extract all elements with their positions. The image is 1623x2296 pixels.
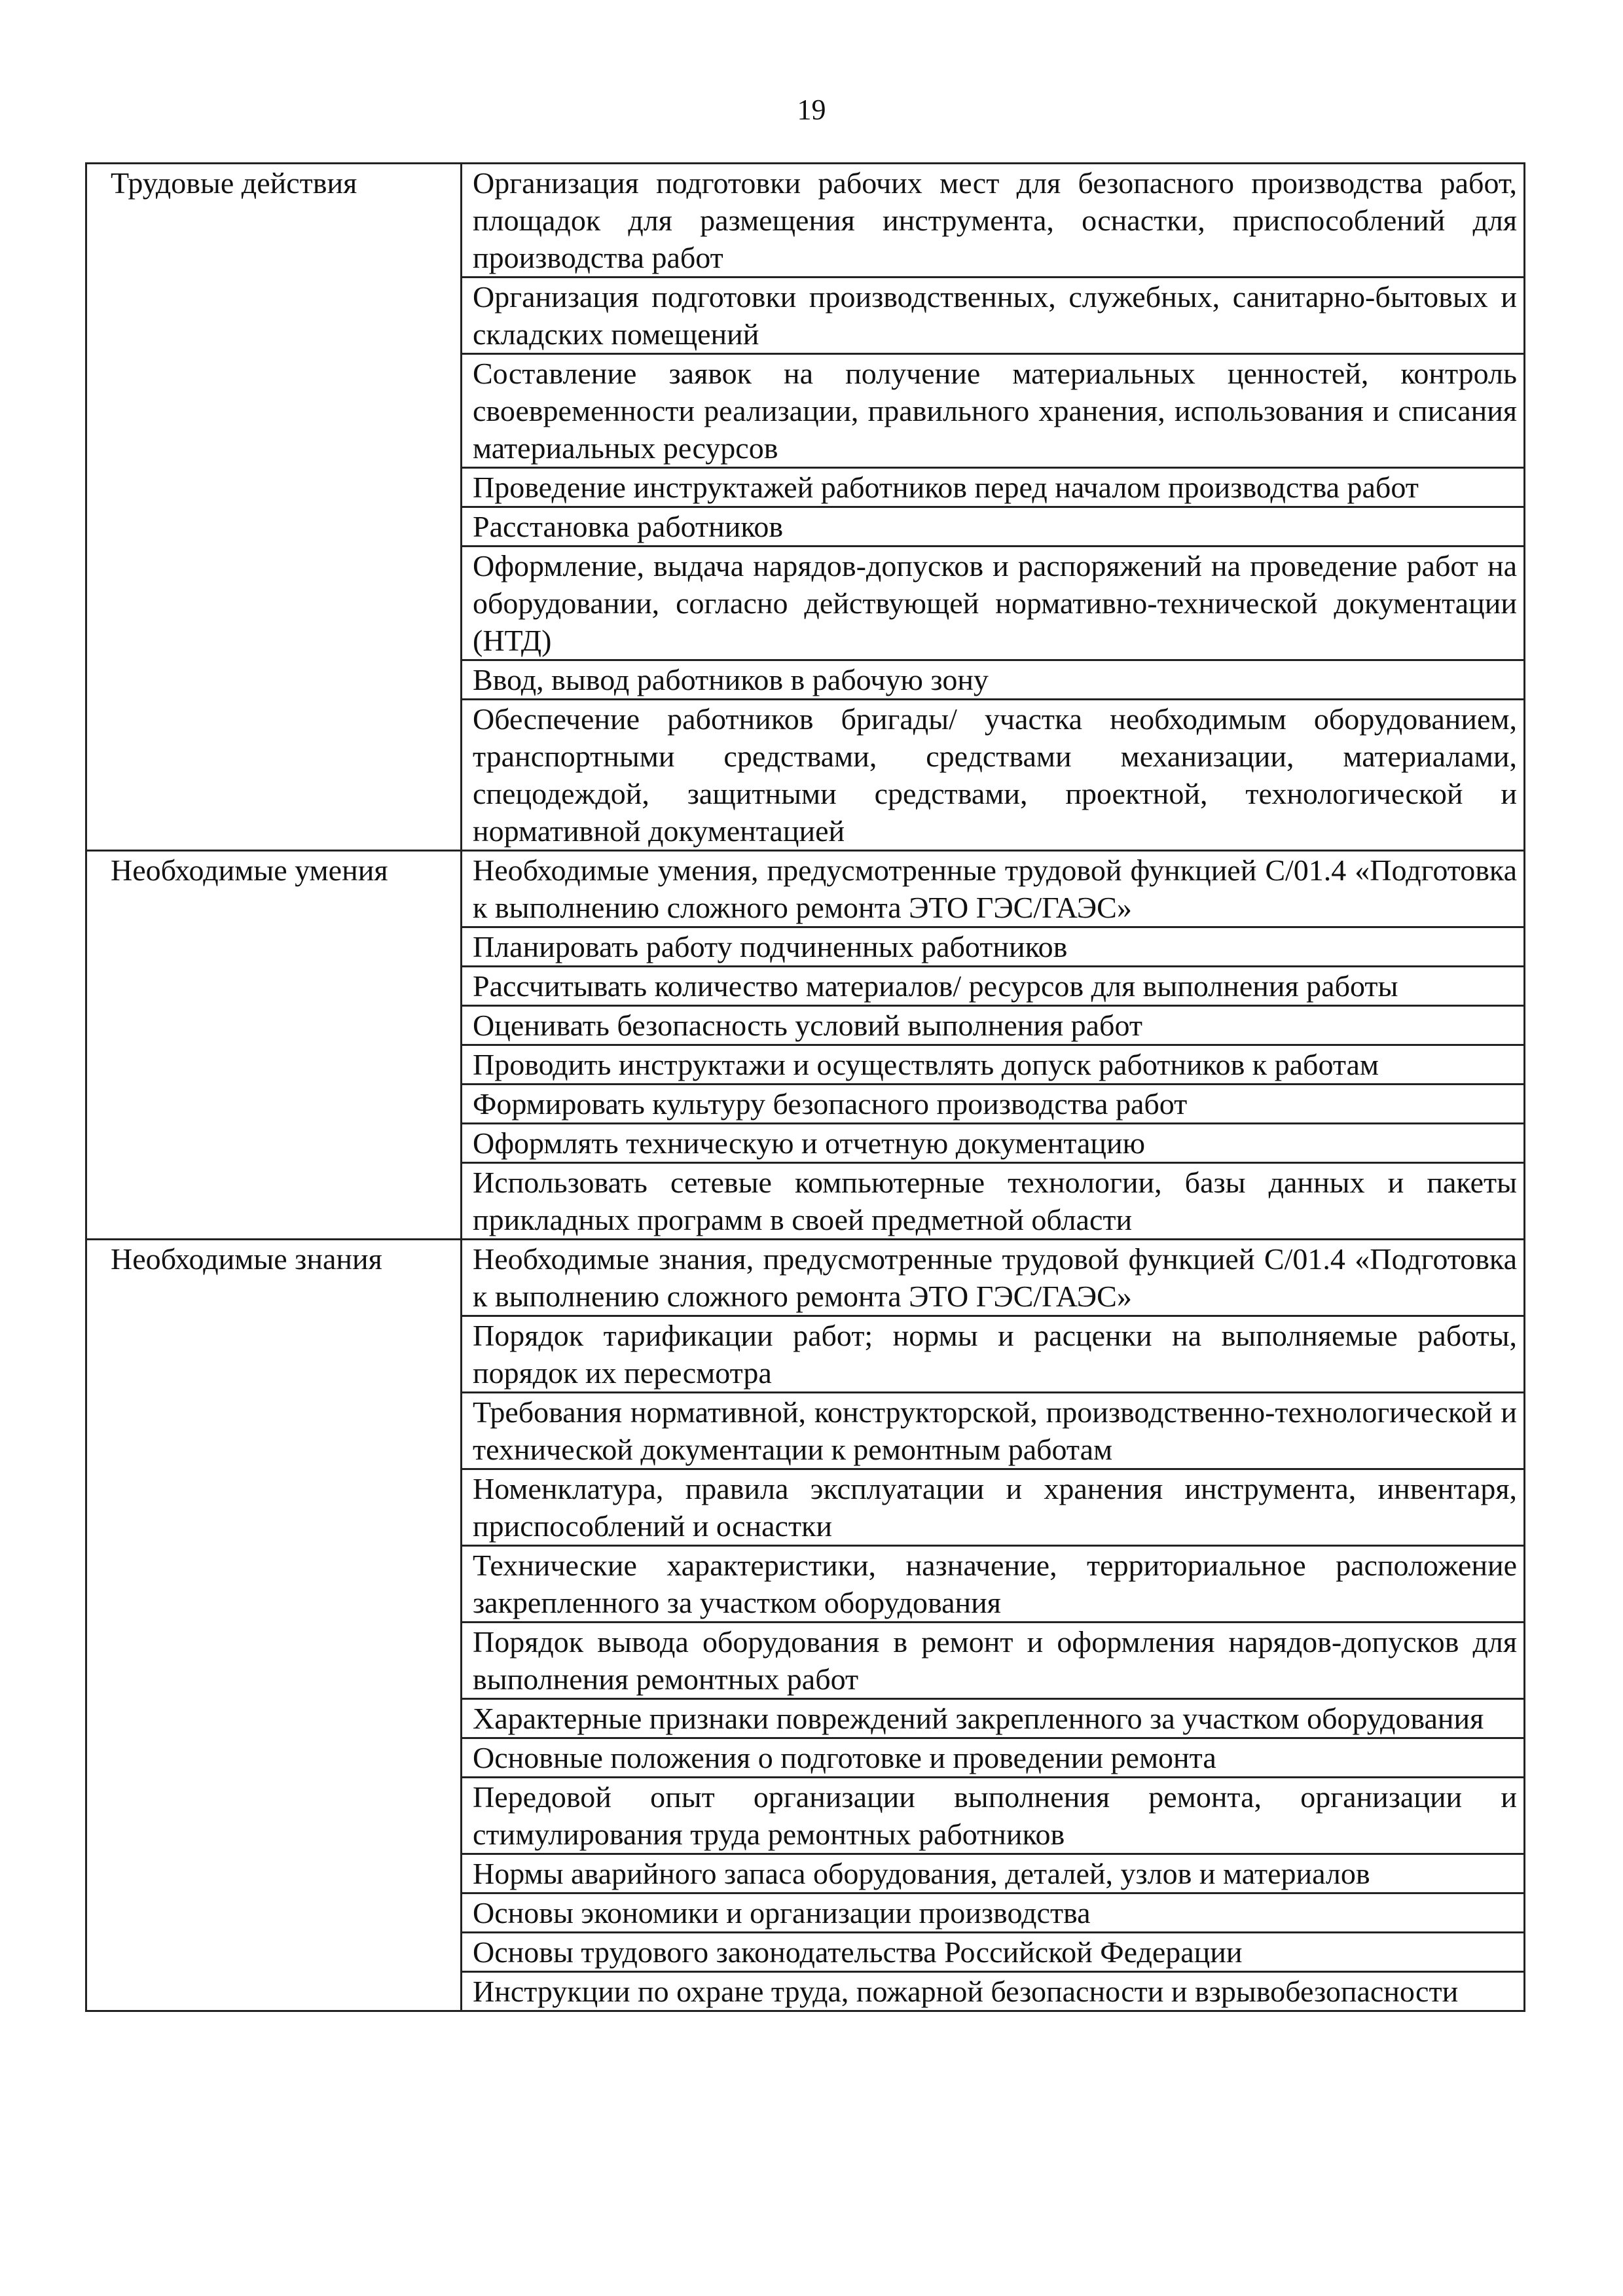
table-cell: Инструкции по охране труда, пожарной безопасности и взрывобезопасности: [462, 1972, 1525, 2011]
table-cell: Оформление, выдача нарядов-допусков и распоряжений на проведение работ на оборудовании, согласно действующей нормативно-технической документации (НТД): [462, 547, 1525, 660]
table-cell: Номенклатура, правила эксплуатации и хранения инструмента, инвентаря, приспособлений и оснастки: [462, 1469, 1525, 1546]
table-cell: Проведение инструктажей работников перед началом производства работ: [462, 468, 1525, 507]
table-cell: Рассчитывать количество материалов/ ресурсов для выполнения работы: [462, 967, 1525, 1006]
table-cell: Организация подготовки производственных, служебных, санитарно-бытовых и складских помещений: [462, 278, 1525, 354]
table-cell: Характерные признаки повреждений закрепленного за участком оборудования: [462, 1699, 1525, 1738]
table-cell: Составление заявок на получение материальных ценностей, контроль своевременности реализации, правильного хранения, использования и списания материальных ресурсов: [462, 354, 1525, 468]
table-cell: Необходимые знания, предусмотренные трудовой функцией С/01.4 «Подготовка к выполнению сложного ремонта ЭТО ГЭС/ГАЭС»: [462, 1240, 1525, 1316]
table-cell: Оценивать безопасность условий выполнения работ: [462, 1006, 1525, 1045]
table-cell: Ввод, вывод работников в рабочую зону: [462, 660, 1525, 700]
table-cell: Нормы аварийного запаса оборудования, деталей, узлов и материалов: [462, 1854, 1525, 1893]
table-cell: Обеспечение работников бригады/ участка необходимым оборудованием, транспортными средствами, средствами механизации, материалами, спецодеждой, защитными средствами, проектной, технологической и нормативной документацией: [462, 700, 1525, 851]
table-cell: Основы экономики и организации производства: [462, 1893, 1525, 1933]
table-cell: Необходимые умения, предусмотренные трудовой функцией С/01.4 «Подготовка к выполнению сложного ремонта ЭТО ГЭС/ГАЭС»: [462, 851, 1525, 927]
table-cell: Требования нормативной, конструкторской, производственно-технологической и технической документации к ремонтным работам: [462, 1393, 1525, 1469]
section-label-required-skills: Необходимые умения: [86, 851, 462, 1240]
table-cell: Использовать сетевые компьютерные технологии, базы данных и пакеты прикладных программ в своей предметной области: [462, 1163, 1525, 1240]
table-cell: Проводить инструктажи и осуществлять допуск работников к работам: [462, 1045, 1525, 1085]
table-row: [86, 164, 1525, 278]
section-label-required-knowledge: Необходимые знания: [86, 1240, 462, 2011]
page-number: 19: [797, 94, 826, 126]
table-cell: Порядок вывода оборудования в ремонт и оформления нарядов-допусков для выполнения ремонтных работ: [462, 1623, 1525, 1699]
table-cell: Основные положения о подготовке и проведении ремонта: [462, 1738, 1525, 1778]
table-cell: Расстановка работников: [462, 507, 1525, 547]
table-cell: Оформлять техническую и отчетную документацию: [462, 1124, 1525, 1163]
table-row: [86, 1240, 1525, 1316]
section-label-labor-actions: Трудовые действия: [86, 164, 462, 851]
table-cell: Передовой опыт организации выполнения ремонта, организации и стимулирования труда ремонтных работников: [462, 1778, 1525, 1854]
table-cell: Организация подготовки рабочих мест для безопасного производства работ, площадок для размещения инструмента, оснастки, приспособлений для производства работ: [462, 164, 1525, 278]
table-cell: Основы трудового законодательства Российской Федерации: [462, 1933, 1525, 1972]
table-cell: Планировать работу подчиненных работников: [462, 927, 1525, 967]
table-cell: Порядок тарификации работ; нормы и расценки на выполняемые работы, порядок их пересмотра: [462, 1316, 1525, 1393]
table-cell: Технические характеристики, назначение, территориальное расположение закрепленного за участком оборудования: [462, 1546, 1525, 1623]
table-row: [86, 851, 1525, 927]
table-cell: Формировать культуру безопасного производства работ: [462, 1085, 1525, 1124]
requirements-table: [85, 162, 1525, 2012]
